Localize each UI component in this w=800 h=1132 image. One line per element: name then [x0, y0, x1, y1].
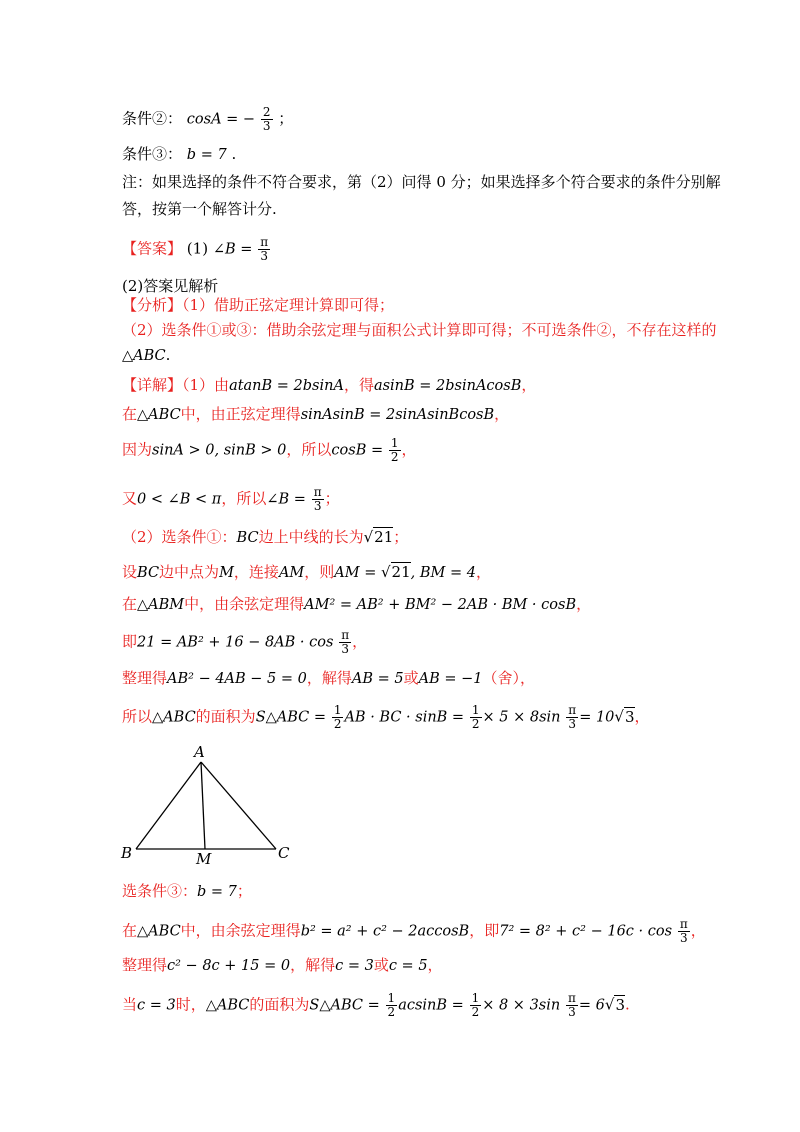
answer-1-math: ∠B = — [212, 241, 253, 258]
note-line-2: 答，按第一个解答计分. — [122, 200, 277, 218]
text: ， — [401, 440, 417, 459]
condition-3-math: b = 7 — [186, 147, 227, 163]
text: 的面积为 — [249, 995, 310, 1014]
numerator: π — [679, 917, 688, 931]
numerator: π — [568, 991, 576, 1005]
text: ， — [475, 563, 491, 581]
text: ， — [634, 707, 650, 726]
text: ，解得 — [290, 956, 336, 974]
detail-line-2 — [122, 404, 509, 425]
math: AM = — [334, 565, 381, 581]
punct: . — [231, 145, 237, 163]
text: 边上中线的长为 — [258, 528, 364, 546]
condition-3-line — [122, 144, 236, 165]
denominator: 3 — [258, 249, 270, 263]
condition-2-label: 条件②： — [122, 109, 183, 128]
text: 选条件③： — [122, 882, 198, 900]
math: 21 = AB² + 16 − 8AB · cos — [137, 634, 334, 651]
text: ，解得 — [306, 669, 352, 687]
denominator: 3 — [312, 499, 324, 513]
math: BC — [236, 530, 259, 546]
detail-line-9 — [122, 668, 535, 689]
numerator: 2 — [262, 105, 271, 119]
analysis-text-1: （1）借助正弦定理计算即可得； — [182, 296, 395, 314]
numerator: π — [568, 703, 577, 717]
math: S△ABC = — [309, 997, 380, 1014]
text: 在 — [122, 405, 138, 423]
text: . — [624, 995, 630, 1014]
denominator: 3 — [678, 931, 690, 945]
math: sinAsinB = 2sinAsinBcosB — [300, 407, 495, 423]
text: 时， — [175, 995, 206, 1014]
fraction-1-2 — [332, 704, 344, 731]
fraction-1-2 — [470, 704, 482, 731]
math: △ABC — [152, 709, 196, 726]
numerator: π — [341, 628, 350, 642]
numerator: 1 — [387, 991, 396, 1005]
vertex-c-label: C — [278, 844, 290, 862]
triangle-diagram — [118, 742, 298, 867]
denominator: 3 — [566, 1005, 578, 1019]
sqrt-radicand: 21 — [374, 528, 394, 546]
text: ，得 — [343, 376, 374, 394]
math: × 8 × 3sin — [482, 997, 561, 1014]
detail-line-6: 设BC边中点为M，连接AM，则AM = √21, BM = 4， — [122, 563, 491, 581]
vertex-b-label: B — [121, 844, 133, 862]
math: AM — [278, 565, 305, 581]
detail-line-11 — [122, 881, 252, 902]
fraction-2-3 — [261, 106, 273, 133]
math: △ABC — [137, 407, 181, 423]
numerator: 1 — [471, 703, 480, 717]
detail-line-4 — [122, 486, 340, 513]
text: 所以 — [122, 707, 153, 726]
math: AB = −1 — [418, 671, 483, 687]
denominator: 2 — [471, 717, 480, 731]
text: ，则 — [304, 563, 335, 581]
fraction-1-2 — [470, 992, 482, 1019]
text: 在 — [122, 921, 138, 940]
text: ，所以 — [221, 489, 267, 508]
fraction-pi-3 — [566, 704, 578, 731]
math: b² = a² + c² − 2accosB — [300, 923, 470, 940]
condition-2-line — [122, 106, 293, 133]
text: 整理得 — [122, 669, 168, 687]
math: atanB = 2bsinA — [229, 378, 344, 394]
answer-1-prefix: (1) — [186, 239, 209, 258]
text: ； — [236, 882, 252, 900]
math: △ABC — [205, 997, 250, 1014]
triangle-abc: △ABC — [122, 348, 166, 364]
answer-tag: 【答案】 — [122, 239, 183, 258]
text: 即 — [122, 632, 138, 651]
fraction-pi-3 — [312, 486, 324, 513]
text: ，即 — [469, 921, 500, 940]
text: （2）选条件①： — [122, 528, 237, 546]
detail-line-12 — [122, 918, 706, 945]
math: ∠B = — [266, 491, 306, 508]
denominator: 3 — [339, 642, 351, 656]
math: c² − 8c + 15 = 0 — [167, 958, 291, 974]
text: ； — [393, 528, 409, 546]
math: = 10 — [579, 709, 615, 726]
denominator: 2 — [471, 1005, 480, 1019]
sqrt-radicand: 3 — [615, 995, 625, 1014]
text: （1）由 — [182, 376, 230, 394]
answer-line — [122, 236, 271, 263]
answer-2-line: (2)答案见解析 — [122, 277, 219, 295]
text: 边中点为 — [159, 563, 220, 581]
text: 整理得 — [122, 956, 168, 974]
text: ， — [494, 405, 510, 423]
numerator: 1 — [471, 991, 480, 1005]
fraction-pi-3 — [566, 992, 578, 1019]
math: AB² − 4AB − 5 = 0 — [167, 671, 307, 687]
vertex-a-label: A — [194, 743, 205, 761]
math: = 6 — [578, 997, 605, 1014]
side-ab — [136, 762, 201, 849]
analysis-line-3 — [122, 345, 170, 366]
denominator: 2 — [387, 1005, 396, 1019]
text: 当 — [122, 995, 138, 1014]
text: 或 — [373, 956, 389, 974]
punct: . — [165, 346, 171, 364]
note-line-1: 注：如果选择的条件不符合要求，第（2）问得 0 分；如果选择多个符合要求的条件分别解 — [122, 173, 721, 191]
math: × 5 × 8sin — [482, 709, 561, 726]
math: AM² = AB² + BM² − 2AB · BM · cosB — [304, 597, 577, 613]
math: △ABC — [137, 923, 181, 940]
condition-3-label: 条件③： — [122, 145, 183, 163]
math: asinB = 2bsinAcosB — [373, 378, 522, 394]
text: 的面积为 — [195, 707, 256, 726]
detail-line-3 — [122, 437, 417, 464]
math: M — [219, 565, 234, 581]
fraction-pi-3 — [258, 236, 270, 263]
text: 中，由余弦定理得 — [184, 595, 305, 613]
detail-line-7 — [122, 594, 591, 615]
denominator: 3 — [262, 119, 271, 133]
denominator: 3 — [566, 717, 578, 731]
text: ， — [576, 595, 592, 613]
math: AB = 5 — [351, 671, 404, 687]
punct: ； — [278, 109, 294, 128]
text: ，连接 — [233, 563, 279, 581]
sqrt-radicand: 21 — [391, 563, 411, 581]
numerator: 1 — [390, 436, 399, 450]
math: c = 3 — [335, 958, 374, 974]
text: ， — [352, 632, 368, 651]
numerator: π — [313, 485, 322, 499]
detail-line-13 — [122, 955, 443, 976]
detail-line-1 — [122, 375, 536, 396]
math: c = 3 — [137, 997, 176, 1014]
text: ，所以 — [286, 440, 332, 459]
numerator: π — [260, 235, 269, 249]
math: acsinB = — [398, 997, 464, 1014]
detail-line-5: （2）选条件①：BC边上中线的长为√21； — [122, 528, 409, 546]
math: △ABM — [137, 597, 185, 613]
text: ； — [324, 489, 340, 508]
analysis-line-1 — [122, 295, 394, 315]
analysis-tag: 【分析】 — [122, 296, 183, 314]
text: 中，由正弦定理得 — [180, 405, 301, 423]
denominator: 2 — [333, 717, 342, 731]
fraction-pi-3 — [678, 918, 690, 945]
detail-line-10: 所以△ABC的面积为S△ABC = $\frac{1}{2}$ AB · BC · sinB = $\frac{1}{2}$ × 5 × 8sin $\frac{\pi}{3}$ = 10√3， — [122, 703, 650, 731]
detail-line-8 — [122, 629, 367, 656]
math: 7² = 8² + c² − 16c · cos — [499, 923, 673, 940]
text: ， — [521, 376, 537, 394]
analysis-line-2: （2）选条件①或③：借助余弦定理与面积公式计算即可得；不可选条件②，不存在这样的 — [122, 321, 717, 339]
text: ， — [427, 956, 443, 974]
sqrt-radicand: 3 — [624, 707, 635, 726]
math: cosB = — [331, 442, 384, 459]
math: BC — [137, 565, 160, 581]
text: 中，由余弦定理得 — [180, 921, 301, 940]
numerator: 1 — [333, 703, 342, 717]
text: ， — [690, 921, 706, 940]
condition-2-math: cosA = − — [186, 111, 256, 128]
text: （舍）， — [482, 669, 536, 687]
fraction-1-2 — [386, 992, 398, 1019]
detail-tag: 【详解】 — [122, 376, 183, 394]
text: 在 — [122, 595, 138, 613]
math: 0 < ∠B < π — [137, 491, 222, 508]
fraction-1-2 — [389, 437, 401, 464]
math: b = 7 — [197, 884, 237, 900]
text: 或 — [403, 669, 419, 687]
math: S△ABC = — [255, 709, 327, 726]
math: AB · BC · sinB = — [344, 709, 465, 726]
median-am — [201, 762, 205, 849]
midpoint-m-label: M — [196, 850, 212, 867]
math: , BM = 4 — [410, 565, 476, 581]
denominator: 2 — [390, 450, 399, 464]
fraction-pi-3 — [339, 629, 351, 656]
text: 设 — [122, 563, 138, 581]
side-ac — [201, 762, 276, 849]
text: 因为 — [122, 440, 153, 459]
detail-line-14: 当c = 3时，△ABC的面积为S△ABC = $\frac{1}{2}$ acsinB = $\frac{1}{2}$ × 8 × 3sin $\frac{\pi}{3}$ = 6√3. — [122, 991, 630, 1019]
math: sinA > 0, sinB > 0 — [152, 442, 287, 459]
text: 又 — [122, 489, 138, 508]
math: c = 5 — [388, 958, 428, 974]
